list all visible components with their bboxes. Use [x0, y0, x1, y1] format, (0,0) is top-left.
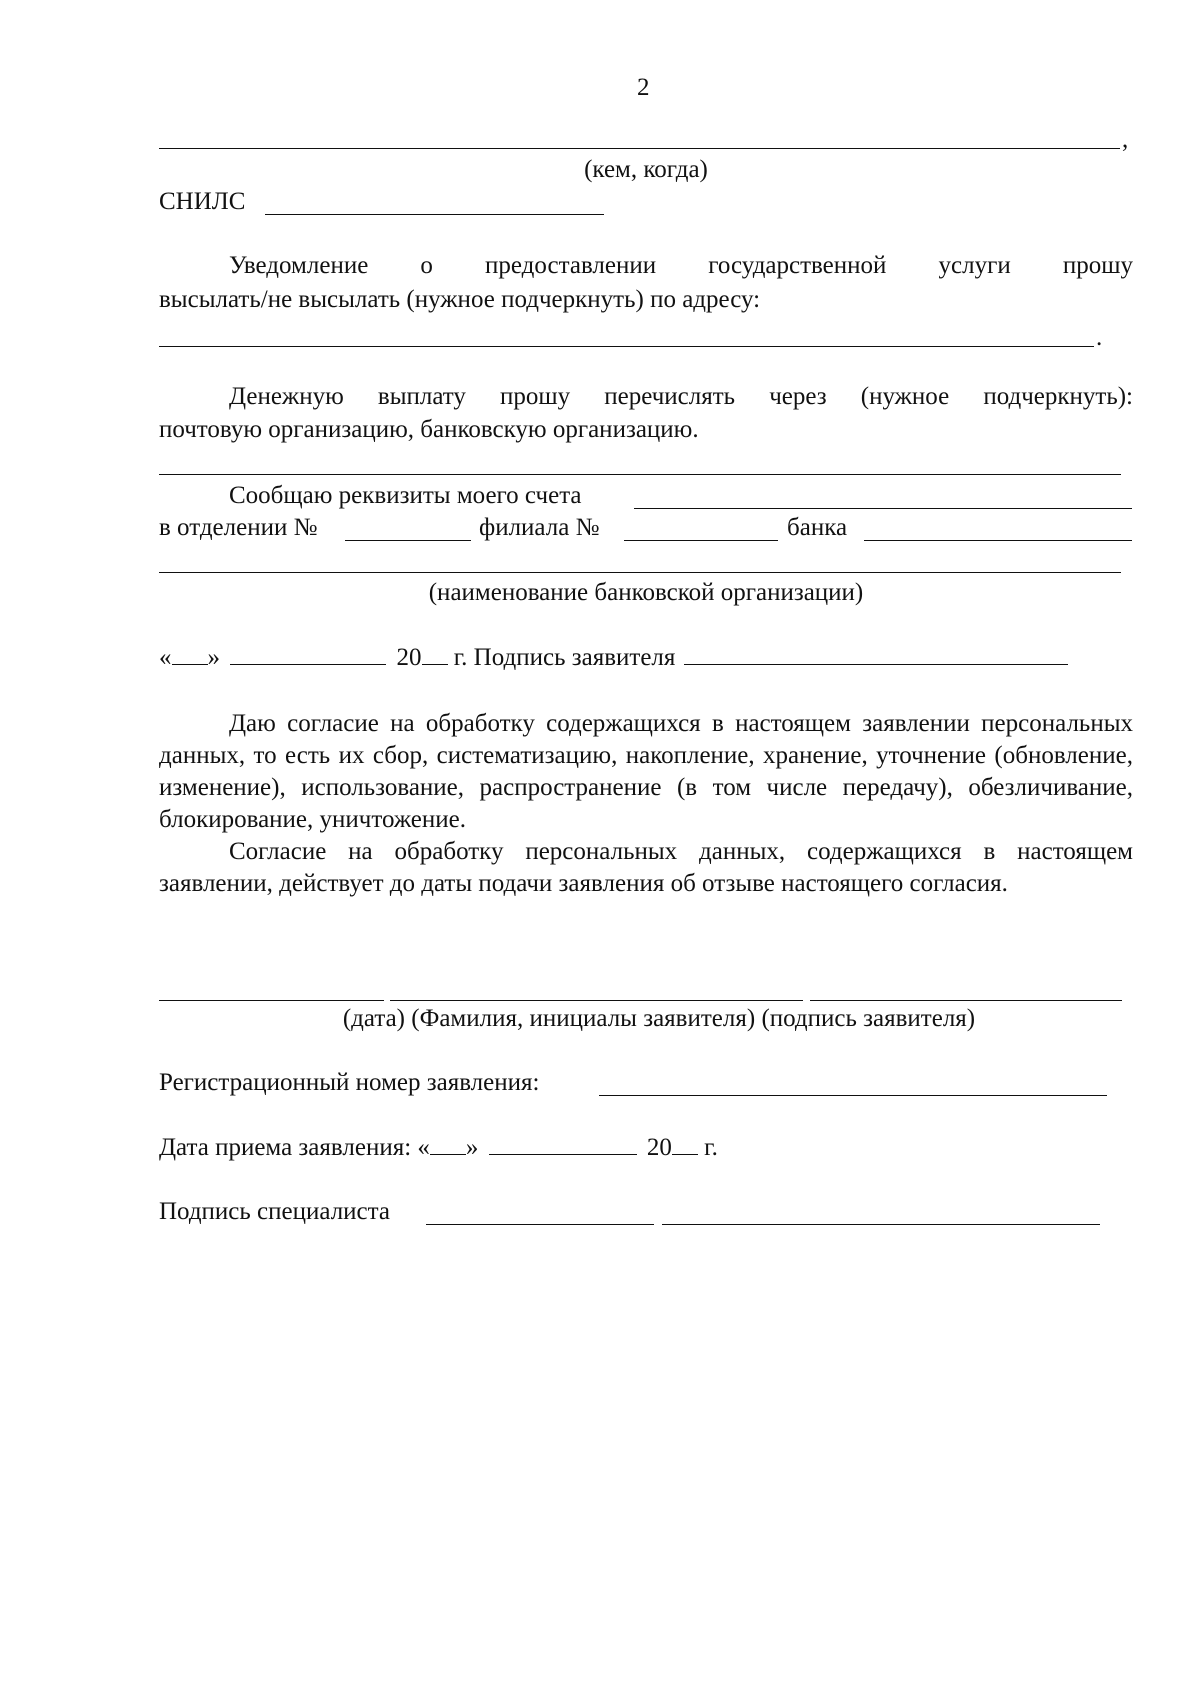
specialist-name-field[interactable]: [662, 1224, 1100, 1225]
receipt-year-field[interactable]: [672, 1132, 698, 1155]
applicant-signature-row: [159, 642, 1068, 674]
specialist-label: Подпись специалиста: [159, 1198, 390, 1225]
receipt-year-suffix: г.: [704, 1134, 718, 1161]
consent-paragraph-1: Даю согласие на обработку содержащихся в настоящем заявлении персональных данных, то есть их сбор, систематизацию, накопление, хранение, уточнение (обновление, изменение), использование, распространение (в том числе передачу), обезличивание, блокирование, уничтожение.: [159, 710, 1133, 833]
notification-line-2: высылать/не высылать (нужное подчеркнуть) по адресу:: [159, 286, 761, 313]
filial-field[interactable]: [624, 540, 778, 541]
bank-label: банка: [787, 514, 848, 541]
receipt-label: Дата приема заявления:: [159, 1134, 412, 1161]
month-field[interactable]: [230, 642, 386, 665]
bank-name-caption: (наименование банковской организации): [428, 579, 864, 606]
receipt-day-field[interactable]: [430, 1132, 466, 1155]
notification-text-1: Уведомление о предоставлении государственной услуги прошу: [229, 252, 1133, 279]
specialist-signature-field[interactable]: [426, 1224, 654, 1225]
signatures-caption: (дата) (Фамилия, инициалы заявителя) (подпись заявителя): [342, 1005, 976, 1032]
consent-paragraph-2: Согласие на обработку персональных данных, содержащихся в настоящем заявлении, действует до даты подачи заявления об отзыве настоящего согласия.: [159, 838, 1133, 897]
receipt-quote-open: «: [417, 1134, 430, 1161]
date-field[interactable]: [159, 1000, 384, 1001]
quote-open: «: [159, 644, 172, 671]
snils-field[interactable]: [265, 214, 604, 215]
account-label: Сообщаю реквизиты моего счета: [229, 482, 582, 509]
issued-by-field[interactable]: [159, 148, 1120, 149]
blank-line[interactable]: [159, 474, 1121, 475]
applicant-signature-bottom-field[interactable]: [810, 1000, 1122, 1001]
account-field[interactable]: [634, 508, 1132, 509]
payment-line-1: [229, 381, 1133, 413]
year-field[interactable]: [422, 642, 448, 665]
payment-line-2: почтовую организацию, банковскую организацию.: [159, 416, 699, 443]
branch-field[interactable]: [345, 540, 471, 541]
quote-close: »: [207, 644, 220, 671]
receipt-quote-close: »: [465, 1134, 479, 1161]
notification-line-1: [229, 250, 1133, 282]
branch-label: в отделении №: [159, 514, 318, 541]
filial-label: филиала №: [479, 514, 600, 541]
receipt-row: [159, 1132, 718, 1164]
bank-name-field[interactable]: [159, 572, 1121, 573]
address-period: .: [1096, 324, 1103, 351]
year-prefix: 20: [396, 644, 422, 671]
registration-label: Регистрационный номер заявления:: [159, 1069, 540, 1096]
applicant-name-field[interactable]: [390, 1000, 803, 1001]
applicant-signature-field[interactable]: [684, 642, 1068, 665]
registration-field[interactable]: [599, 1095, 1107, 1096]
issued-by-caption: (кем, когда): [584, 156, 708, 183]
receipt-month-field[interactable]: [489, 1132, 637, 1155]
payment-text-1: Денежную выплату прошу перечислять через (нужное подчеркнуть):: [229, 383, 1133, 410]
issued-by-comma: ,: [1122, 126, 1129, 153]
day-field[interactable]: [172, 642, 208, 665]
address-field[interactable]: [159, 346, 1094, 347]
snils-label: СНИЛС: [159, 188, 246, 215]
consent-text: [159, 708, 1133, 900]
receipt-year-prefix: 20: [646, 1134, 672, 1161]
applicant-signature-label: г. Подпись заявителя: [453, 644, 676, 671]
page-number: 2: [637, 74, 650, 101]
bank-field[interactable]: [864, 540, 1132, 541]
